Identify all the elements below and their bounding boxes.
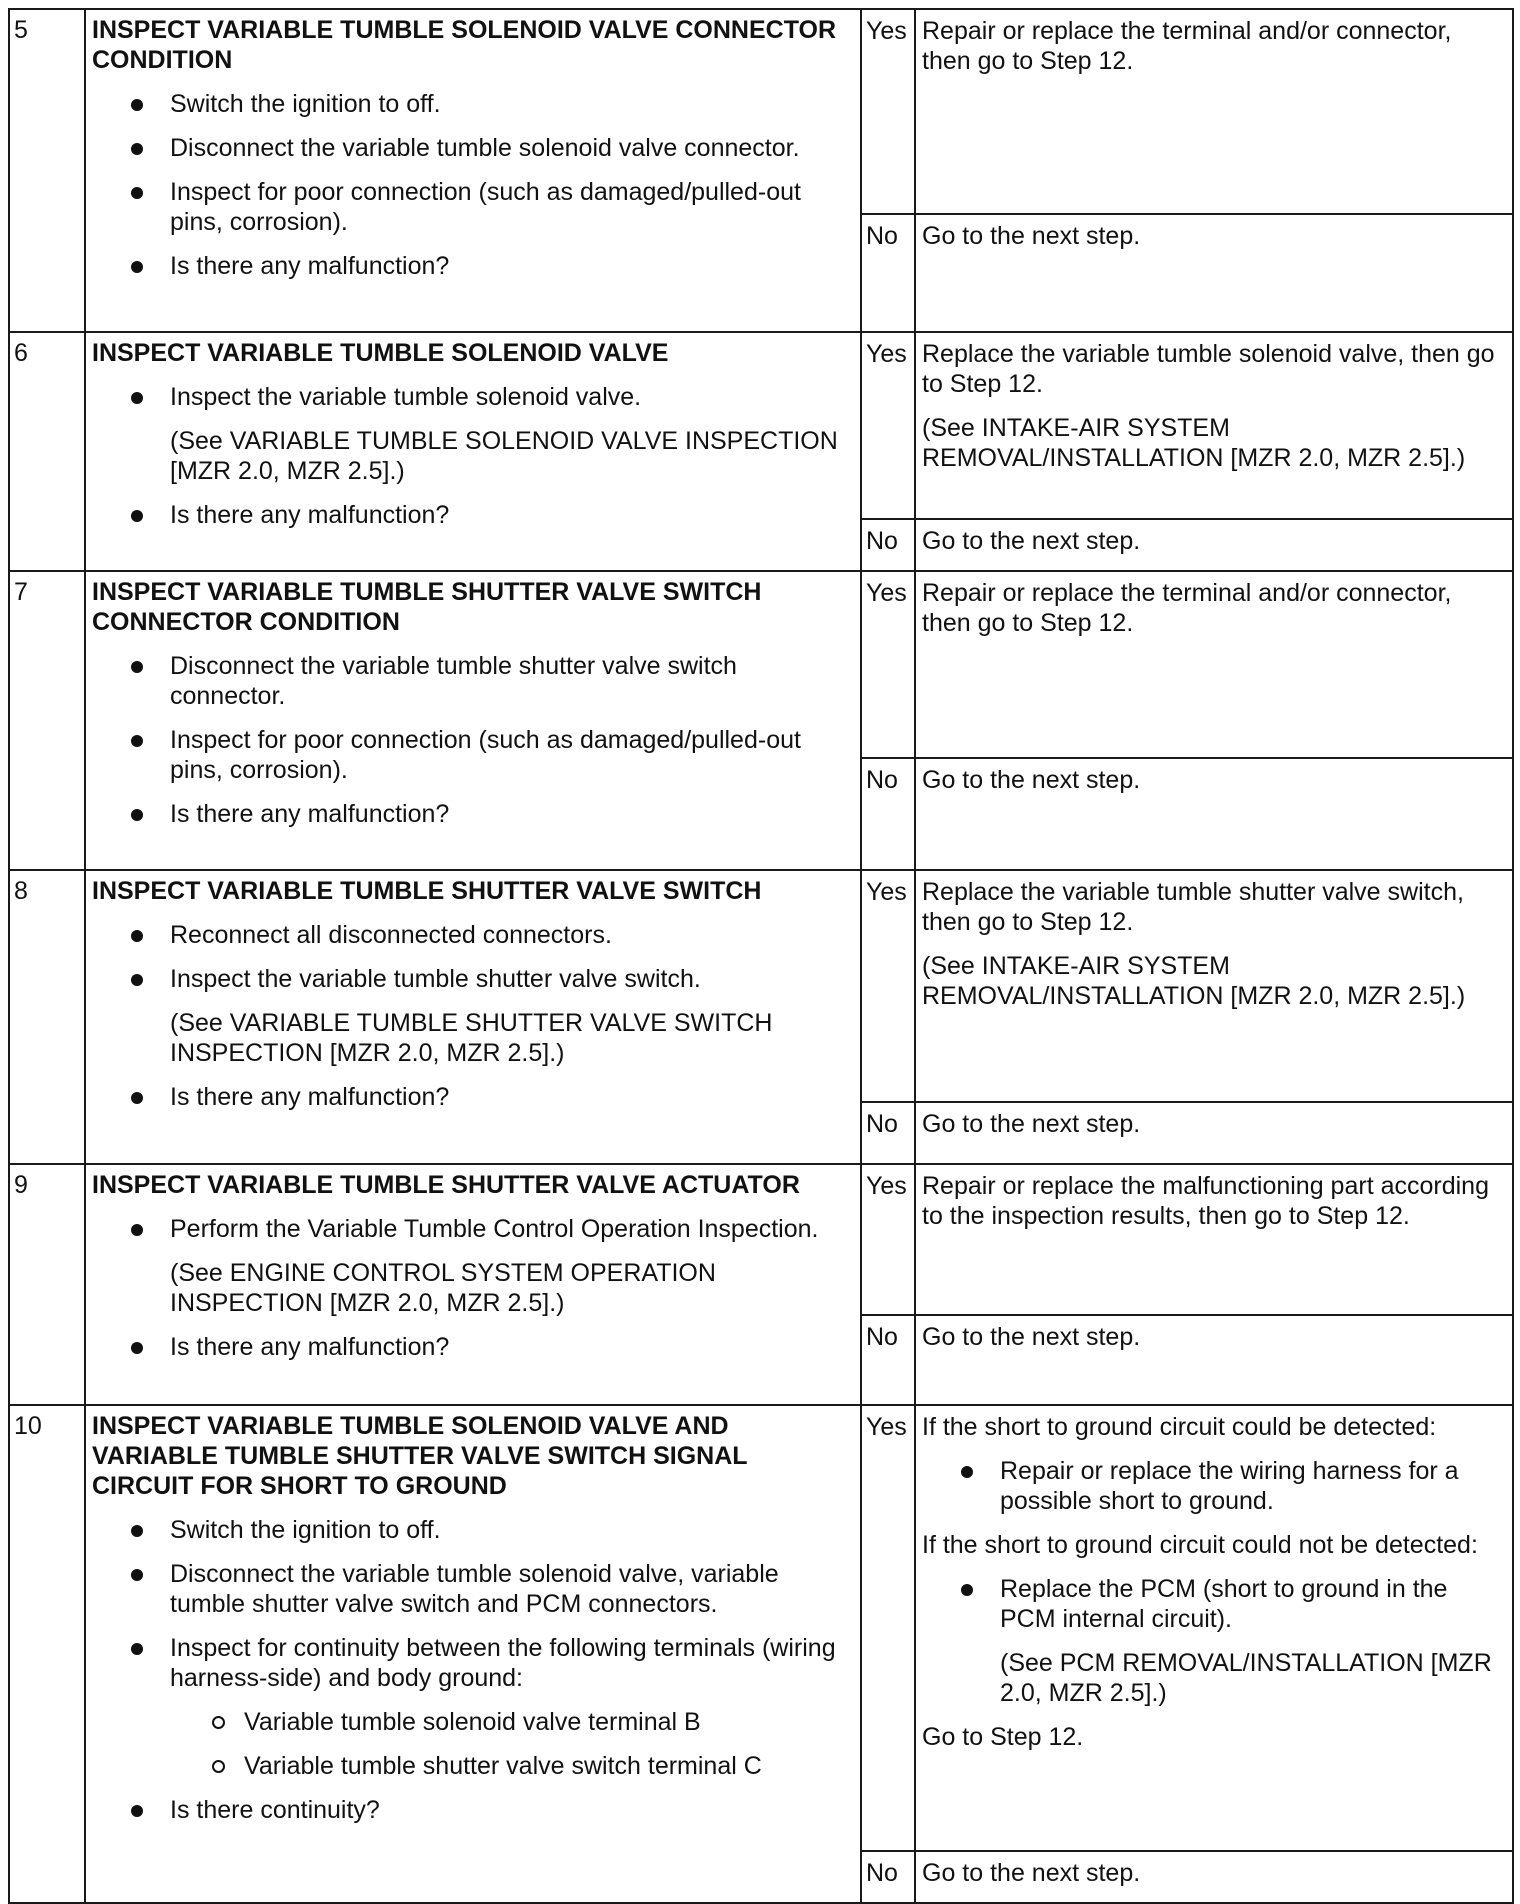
terminal-item: Variable tumble shutter valve switch terminal C (212, 1751, 852, 1781)
yes-label: Yes (861, 1405, 915, 1851)
action-list (92, 651, 852, 829)
no-result-text: Go to the next step. (922, 527, 1141, 555)
action-item: Switch the ignition to off. (128, 1515, 852, 1545)
step-action-cell (85, 1405, 861, 1903)
action-item: Is there any malfunction? (128, 500, 852, 530)
action-item: Inspect for continuity between the following terminals (wiring harness-side) and body ground: (128, 1633, 852, 1693)
terminal-list (92, 1707, 852, 1781)
action-list (92, 1214, 852, 1362)
action-item: Is there any malfunction? (128, 1082, 852, 1112)
step-number: 8 (9, 870, 85, 1164)
yes-result-text: Repair or replace the terminal and/or connector, then go to Step 12. (922, 17, 1452, 75)
step-number: 5 (9, 9, 85, 332)
yes-label: Yes (861, 870, 915, 1102)
no-label: No (861, 1851, 915, 1903)
action-text: Inspect the variable tumble solenoid valve. (170, 383, 642, 411)
step-number: 10 (9, 1405, 85, 1903)
action-list (92, 1515, 852, 1693)
action-text: Perform the Variable Tumble Control Operation Inspection. (170, 1215, 819, 1243)
step-title: INSPECT VARIABLE TUMBLE SHUTTER VALVE SWITCH CONNECTOR CONDITION (92, 578, 762, 636)
see-reference: (See VARIABLE TUMBLE SOLENOID VALVE INSPECTION [MZR 2.0, MZR 2.5].) (170, 427, 838, 485)
action-item: Is there continuity? (128, 1795, 852, 1825)
result-action-list (922, 1574, 1504, 1708)
terminal-item: Variable tumble solenoid valve terminal B (212, 1707, 852, 1737)
result-action-item: Repair or replace the wiring harness for a possible short to ground. (958, 1456, 1504, 1516)
no-result (915, 1315, 1513, 1405)
step-action-cell (85, 870, 861, 1164)
yes-result (915, 571, 1513, 758)
no-label: No (861, 1315, 915, 1405)
action-text: Inspect the variable tumble shutter valve switch. (170, 965, 701, 993)
action-item: Disconnect the variable tumble solenoid valve, variable tumble shutter valve switch and PCM connectors. (128, 1559, 852, 1619)
no-result-text: Go to the next step. (922, 1859, 1141, 1887)
result-action-list (922, 1456, 1504, 1516)
yes-label: Yes (861, 332, 915, 519)
step-row (9, 1164, 1513, 1315)
action-list (92, 1795, 852, 1825)
yes-result-text: Replace the variable tumble solenoid valve, then go to Step 12. (922, 340, 1495, 398)
step-action-cell (85, 332, 861, 571)
action-item: Inspect for poor connection (such as damaged/pulled-out pins, corrosion). (128, 725, 852, 785)
no-result-text: Go to the next step. (922, 1110, 1141, 1138)
no-label: No (861, 1102, 915, 1164)
yes-label: Yes (861, 571, 915, 758)
step-title: INSPECT VARIABLE TUMBLE SHUTTER VALVE SWITCH (92, 877, 762, 905)
yes-result (915, 9, 1513, 214)
yes-label: Yes (861, 1164, 915, 1315)
see-reference: (See ENGINE CONTROL SYSTEM OPERATION INSPECTION [MZR 2.0, MZR 2.5].) (170, 1259, 716, 1317)
step-row (9, 332, 1513, 519)
yes-result (915, 870, 1513, 1102)
action-item: Is there any malfunction? (128, 251, 852, 281)
condition-text: If the short to ground circuit could not be detected: (922, 1531, 1478, 1559)
no-result (915, 758, 1513, 870)
action-item (128, 1214, 852, 1318)
action-item: Reconnect all disconnected connectors. (128, 920, 852, 950)
action-item: Is there any malfunction? (128, 1332, 852, 1362)
step-row (9, 571, 1513, 758)
action-list (92, 89, 852, 281)
no-result (915, 1102, 1513, 1164)
step-title: INSPECT VARIABLE TUMBLE SHUTTER VALVE ACTUATOR (92, 1171, 800, 1199)
step-title: INSPECT VARIABLE TUMBLE SOLENOID VALVE (92, 339, 669, 367)
action-item: Switch the ignition to off. (128, 89, 852, 119)
step-action-cell (85, 1164, 861, 1405)
action-list (92, 920, 852, 1112)
step-title: INSPECT VARIABLE TUMBLE SOLENOID VALVE CONNECTOR CONDITION (92, 16, 837, 74)
no-result (915, 1851, 1513, 1903)
step-row (9, 1405, 1513, 1851)
no-label: No (861, 214, 915, 332)
action-item (128, 964, 852, 1068)
no-result-text: Go to the next step. (922, 222, 1141, 250)
yes-result-text: Replace the variable tumble shutter valve switch, then go to Step 12. (922, 878, 1464, 936)
action-item: Disconnect the variable tumble shutter valve switch connector. (128, 651, 852, 711)
result-action-item (958, 1574, 1504, 1708)
step-number: 7 (9, 571, 85, 870)
goto-text: Go to Step 12. (922, 1723, 1084, 1751)
step-row (9, 9, 1513, 214)
action-list (92, 382, 852, 530)
no-result-text: Go to the next step. (922, 766, 1141, 794)
condition-text: If the short to ground circuit could be detected: (922, 1413, 1437, 1441)
action-item (128, 382, 852, 486)
see-reference: (See INTAKE-AIR SYSTEM REMOVAL/INSTALLATION [MZR 2.0, MZR 2.5].) (922, 414, 1466, 472)
yes-label: Yes (861, 9, 915, 214)
no-result-text: Go to the next step. (922, 1323, 1141, 1351)
action-item: Disconnect the variable tumble solenoid valve connector. (128, 133, 852, 163)
no-result (915, 519, 1513, 571)
action-item: Inspect for poor connection (such as damaged/pulled-out pins, corrosion). (128, 177, 852, 237)
see-reference: (See PCM REMOVAL/INSTALLATION [MZR 2.0, MZR 2.5].) (1000, 1649, 1492, 1707)
yes-result (915, 332, 1513, 519)
see-reference: (See INTAKE-AIR SYSTEM REMOVAL/INSTALLATION [MZR 2.0, MZR 2.5].) (922, 952, 1466, 1010)
action-item: Is there any malfunction? (128, 799, 852, 829)
result-action-text: Replace the PCM (short to ground in the PCM internal circuit). (1000, 1575, 1448, 1633)
step-title: INSPECT VARIABLE TUMBLE SOLENOID VALVE AND VARIABLE TUMBLE SHUTTER VALVE SWITCH SIGNAL CIRCUIT FOR SHORT TO GROUND (92, 1412, 748, 1500)
no-label: No (861, 758, 915, 870)
step-number: 9 (9, 1164, 85, 1405)
no-result (915, 214, 1513, 332)
yes-result-text: Repair or replace the terminal and/or connector, then go to Step 12. (922, 579, 1452, 637)
diagnostic-procedure-table (8, 8, 1514, 1904)
step-action-cell (85, 571, 861, 870)
yes-result (915, 1405, 1513, 1851)
step-number: 6 (9, 332, 85, 571)
see-reference: (See VARIABLE TUMBLE SHUTTER VALVE SWITCH INSPECTION [MZR 2.0, MZR 2.5].) (170, 1009, 773, 1067)
step-action-cell (85, 9, 861, 332)
no-label: No (861, 519, 915, 571)
step-row (9, 870, 1513, 1102)
yes-result-text: Repair or replace the malfunctioning part according to the inspection results, then go to Step 12. (922, 1172, 1489, 1230)
yes-result (915, 1164, 1513, 1315)
